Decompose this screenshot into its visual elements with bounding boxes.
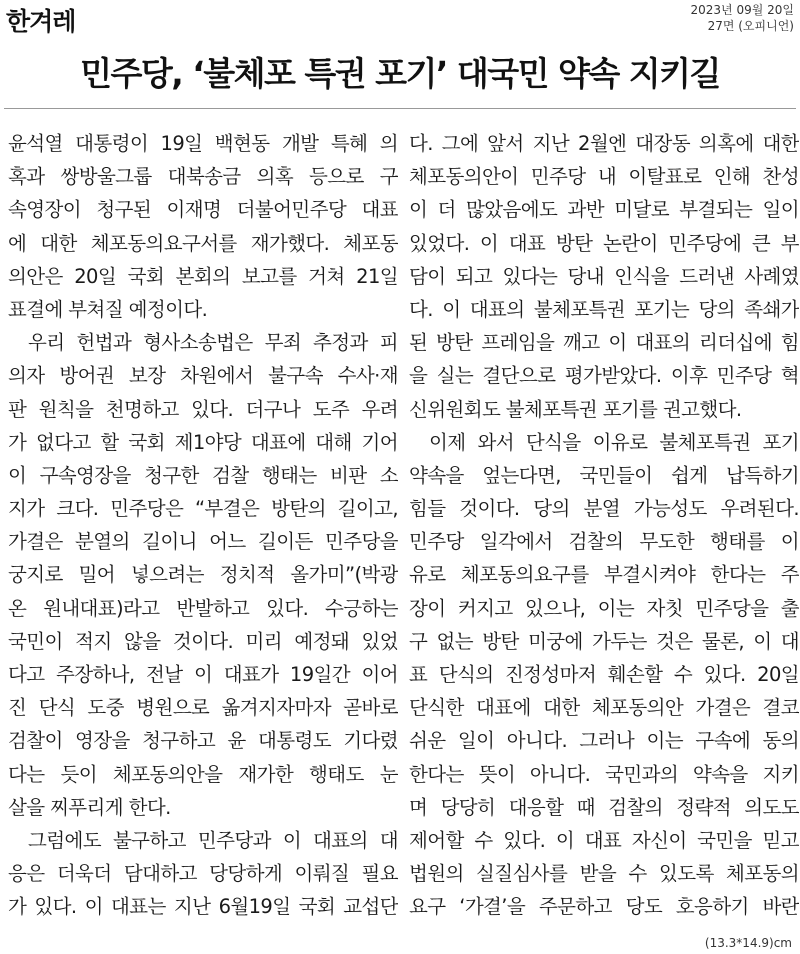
article-line: 며 당당히 대응할 때 검찰의 정략적 의도도	[409, 795, 799, 819]
article-line: 제어할 수 있다. 이 대표 자신이 국민을 믿고	[409, 828, 799, 852]
article-line: 을 실는 결단으로 평가받았다. 이후 민주당 혁	[409, 364, 799, 388]
clipping-size: (13.3*14.9)cm	[704, 936, 792, 950]
article-line: 이제 와서 단식을 이유로 불체포특권 포기	[429, 430, 799, 454]
article-line: 단식한 대표에 대한 체포동의안 가결은 결코	[409, 696, 799, 720]
article-line: 속영장이 청구된 이재명 더불어민주당 대표	[8, 198, 398, 222]
article-line: 다고 주장하나, 전날 이 대표가 19일간 이어	[8, 663, 398, 686]
article-line: 우리 헌법과 형사소송법은 무죄 추정과 피	[28, 331, 398, 355]
article-line: 요구 ‘가결’을 주문하고 당도 호응하기 바란	[409, 895, 799, 919]
article-line: 힘들 것이다. 당의 분열 가능성도 우려된다.	[409, 497, 799, 521]
article-column-right	[409, 127, 799, 927]
article-line: 국민이 적지 않을 것이다. 미리 예정돼 있었	[8, 629, 398, 653]
article-line: 살을 찌푸리게 한다.	[8, 795, 171, 819]
headline-divider	[4, 108, 796, 109]
article-line: 판 원칙을 천명하고 있다. 더구나 도주 우려	[8, 397, 398, 421]
article-line: 표결에 부쳐질 예정이다.	[8, 297, 208, 321]
headline: 민주당, ‘불체포 특권 포기’ 대국민 약속 지키길	[80, 54, 720, 93]
publication-meta	[691, 2, 794, 34]
article-line: 체포동의안이 민주당 내 이탈표로 인해 찬성	[409, 165, 799, 189]
article-line: 표 단식의 진정성마저 훼손할 수 있다. 20일	[409, 663, 799, 686]
article-line: 궁지로 밀어 넣으려는 정치적 올가미”(박광	[8, 563, 398, 587]
article-line: 이 더 많았음에도 과반 미달로 부결되는 일이	[409, 198, 799, 222]
article-line: 이 구속영장을 청구한 검찰 행태는 비판 소	[8, 463, 398, 487]
article-line: 민주당 일각에서 검찰의 무도한 행태를 이	[409, 530, 799, 554]
article-line: 구 없는 방탄 미궁에 가두는 것은 물론, 이 대	[409, 629, 799, 653]
article-line: 다. 이 대표의 불체포특권 포기는 당의 족쇄가	[409, 297, 799, 321]
article-line: 다. 그에 앞서 지난 2월엔 대장동 의혹에 대한	[409, 132, 799, 155]
publication-date: 2023년 09월 20일	[690, 3, 794, 17]
article-line: 검찰이 영장을 청구하고 윤 대통령도 기다렸	[8, 729, 398, 753]
article-line: 쉬운 일이 아니다. 그러나 이는 구속에 동의	[409, 729, 799, 753]
article-line: 다는 듯이 체포동의안을 재가한 행태도 눈	[8, 762, 398, 786]
article-line: 응은 더욱더 담대하고 당당하게 이뤄질 필요	[8, 862, 398, 886]
article-line: 그럼에도 불구하고 민주당과 이 대표의 대	[28, 828, 398, 852]
article-line: 장이 커지고 있으나, 이는 자칫 민주당을 출	[409, 596, 799, 620]
article-line: 의안은 20일 국회 본회의 보고를 거쳐 21일	[8, 264, 398, 288]
article-line: 법원의 실질심사를 받을 수 있도록 체포동의	[409, 862, 799, 886]
article-line: 유로 체포동의요구를 부결시켜야 한다는 주	[409, 563, 799, 587]
article-line: 신위원회도 불체포특권 포기를 권고했다.	[409, 397, 742, 421]
article-line: 의자 방어권 보장 차원에서 불구속 수사·재	[8, 364, 398, 388]
article-line: 가 없다고 할 국회 제1야당 대표에 대해 기어	[8, 430, 398, 454]
article-line: 한다는 뜻이 아니다. 국민과의 약속을 지키	[409, 762, 799, 786]
article-line: 윤석열 대통령이 19일 백현동 개발 특혜 의	[8, 132, 398, 155]
article-line: 지가 크다. 민주당은 “부결은 방탄의 길이고,	[8, 497, 398, 521]
article-line	[8, 924, 398, 928]
article-line: 약속을 엎는다면, 국민들이 쉽게 납득하기	[409, 463, 799, 487]
article-line: 에 대한 체포동의요구서를 재가했다. 체포동	[8, 231, 398, 255]
article-column-left	[8, 127, 398, 927]
page-section: 27면 (오피니언)	[707, 19, 794, 33]
article-line: 온 원내대표)라고 반발하고 있다. 수긍하는	[8, 596, 398, 620]
article-line: 혹과 쌍방울그룹 대북송금 의혹 등으로 구	[8, 165, 398, 189]
article-line: 가 있다. 이 대표는 지난 6월19일 국회 교섭단	[8, 895, 398, 919]
article-line: 있었다. 이 대표 방탄 논란이 민주당에 큰 부	[409, 231, 799, 255]
article-line: 가결은 분열의 길이니 어느 길이든 민주당을	[8, 530, 398, 554]
article-line: 담이 되고 있다는 당내 인식을 드러낸 사례였	[409, 264, 799, 288]
newspaper-logo: 한겨레	[6, 7, 76, 36]
article-line: 진 단식 도중 병원으로 옮겨지자마자 곧바로	[8, 696, 398, 720]
article-line	[409, 924, 799, 928]
article-line: 된 방탄 프레임을 깨고 이 대표의 리더십에 힘	[409, 331, 799, 355]
